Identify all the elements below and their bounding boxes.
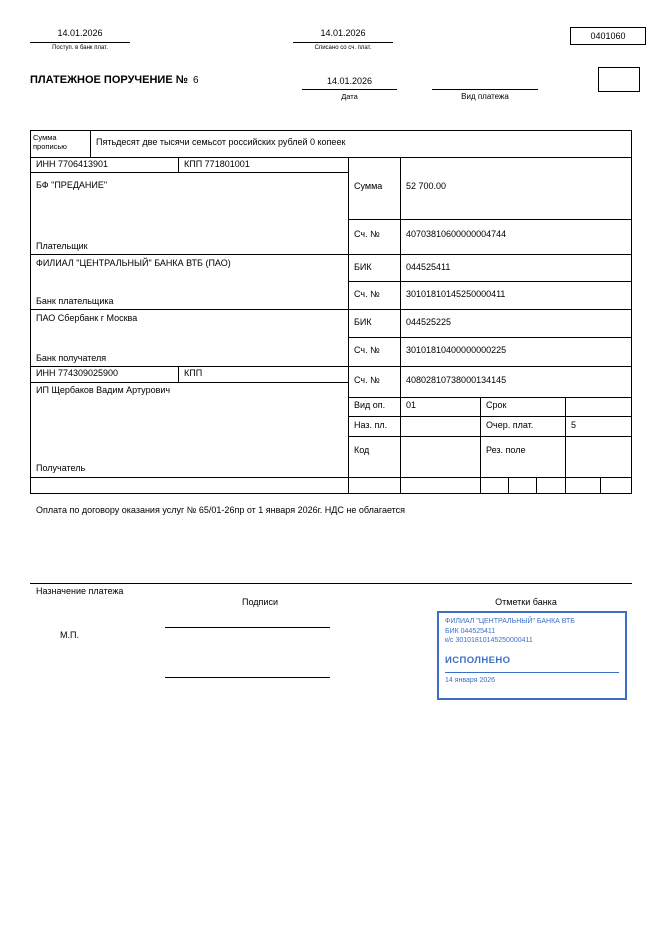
doc-date: 14.01.2026 bbox=[326, 76, 373, 86]
table-hline bbox=[30, 130, 632, 131]
payer-bank-name: ФИЛИАЛ "ЦЕНТРАЛЬНЫЙ" БАНКА ВТБ (ПАО) bbox=[36, 258, 231, 268]
stamp-bank-name: ФИЛИАЛ "ЦЕНТРАЛЬНЫЙ" БАНКА ВТБ bbox=[445, 618, 575, 625]
table-vline bbox=[631, 130, 632, 494]
payer-label: Плательщик bbox=[36, 241, 88, 251]
table-hline bbox=[348, 281, 632, 282]
doc-date-line bbox=[302, 89, 397, 90]
term-label: Срок bbox=[486, 400, 507, 410]
table-vline bbox=[348, 157, 349, 494]
debited-date-line bbox=[293, 42, 393, 43]
bank-stamp bbox=[437, 611, 627, 700]
payer-bank-label: Банк плательщика bbox=[36, 296, 114, 306]
payee-label: Получатель bbox=[36, 463, 86, 473]
table-hline bbox=[348, 219, 632, 220]
doc-number: 6 bbox=[192, 75, 199, 86]
debited-date: 14.01.2026 bbox=[320, 28, 366, 38]
payer-account: 40703810600000004744 bbox=[406, 229, 507, 239]
priority-label: Очер. плат. bbox=[486, 420, 534, 430]
payee-account-label: Сч. № bbox=[354, 375, 380, 385]
form-code: 0401060 bbox=[590, 31, 626, 41]
stamp-corr-account: к/с 30101810145250000411 bbox=[445, 637, 533, 644]
payee-account: 40802810738000134145 bbox=[406, 375, 507, 385]
payer-kpp: КПП 771801001 bbox=[184, 159, 250, 169]
stamp-place-label: М.П. bbox=[60, 630, 79, 640]
table-hline bbox=[348, 416, 632, 417]
table-hline bbox=[30, 172, 348, 173]
purpose-text: Оплата по договору оказания услуг № 65/01-26пр от 1 января 2026г. НДС не облагается bbox=[36, 505, 406, 515]
amount-label: Сумма bbox=[354, 181, 383, 191]
table-vline bbox=[536, 477, 537, 494]
stamp-date: 14 января 2026 bbox=[445, 672, 619, 685]
payee-bank-bik: 044525225 bbox=[406, 317, 452, 327]
payer-inn: ИНН 7706413901 bbox=[36, 159, 109, 169]
payee-bank-bik-label: БИК bbox=[354, 317, 372, 327]
reserve-field-label: Рез. поле bbox=[486, 445, 526, 455]
table-hline bbox=[348, 397, 632, 398]
payee-bank-account-label: Сч. № bbox=[354, 345, 380, 355]
table-hline bbox=[30, 309, 632, 310]
received-date: 14.01.2026 bbox=[57, 28, 103, 38]
table-hline bbox=[30, 477, 632, 478]
table-hline bbox=[30, 493, 632, 494]
payer-name: БФ "ПРЕДАНИЕ" bbox=[36, 180, 108, 190]
table-hline bbox=[30, 382, 348, 383]
payment-type-label: Вид платежа bbox=[461, 92, 509, 101]
table-hline bbox=[30, 366, 632, 367]
table-vline bbox=[90, 130, 91, 157]
table-vline bbox=[480, 397, 481, 494]
amount-words: Пятьдесят две тысячи семьсот российских рублей 0 копеек bbox=[96, 137, 346, 147]
table-hline bbox=[348, 436, 632, 437]
table-hline bbox=[30, 254, 632, 255]
table-vline bbox=[30, 130, 31, 494]
purpose-label: Назначение платежа bbox=[36, 586, 124, 596]
table-vline bbox=[600, 477, 601, 494]
payment-type-line bbox=[432, 89, 538, 90]
purpose-line bbox=[30, 583, 632, 584]
doc-date-label: Дата bbox=[341, 92, 358, 101]
table-vline bbox=[178, 366, 179, 382]
payee-inn: ИНН 774309025900 bbox=[36, 368, 119, 378]
debited-date-label: Списано со сч. плат. bbox=[314, 45, 372, 51]
payer-bank-account: 30101810145250000411 bbox=[406, 289, 506, 299]
signature-line-1 bbox=[165, 627, 330, 628]
amount-words-label: Сумма прописью bbox=[33, 133, 67, 151]
received-date-line bbox=[30, 42, 130, 43]
payee-bank-account: 30101810400000000225 bbox=[406, 345, 507, 355]
table-vline bbox=[400, 157, 401, 494]
op-type-label: Вид оп. bbox=[354, 400, 386, 410]
payer-bank-bik: 044525411 bbox=[406, 262, 451, 272]
payee-name: ИП Щербаков Вадим Артурович bbox=[36, 385, 171, 395]
signatures-label: Подписи bbox=[242, 597, 278, 607]
doc-title bbox=[30, 74, 199, 87]
bank-marks-label: Отметки банка bbox=[495, 597, 557, 607]
payment-type-box bbox=[598, 67, 640, 92]
signature-line-2 bbox=[165, 677, 330, 678]
form-code-box bbox=[570, 27, 646, 45]
table-vline bbox=[178, 157, 179, 172]
table-vline bbox=[565, 397, 566, 494]
payee-bank-name: ПАО Сбербанк г Москва bbox=[36, 313, 138, 323]
stamp-bik: БИК 044525411 bbox=[445, 627, 496, 635]
stamp-status: ИСПОЛНЕНО bbox=[445, 654, 511, 666]
payer-bank-bik-label: БИК bbox=[354, 262, 372, 272]
purpose-code-label: Наз. пл. bbox=[354, 420, 388, 430]
payer-account-label: Сч. № bbox=[354, 229, 380, 239]
payer-bank-account-label: Сч. № bbox=[354, 289, 380, 299]
op-type-value: 01 bbox=[406, 400, 417, 410]
doc-title-text: ПЛАТЕЖНОЕ ПОРУЧЕНИЕ № bbox=[30, 74, 188, 86]
priority-value: 5 bbox=[571, 420, 577, 430]
payee-kpp-label: КПП bbox=[184, 368, 203, 378]
table-vline bbox=[508, 477, 509, 494]
table-hline bbox=[348, 337, 632, 338]
amount-value: 52 700.00 bbox=[406, 181, 447, 191]
payee-bank-label: Банк получателя bbox=[36, 353, 107, 363]
code-label: Код bbox=[354, 445, 370, 455]
table-hline bbox=[30, 157, 632, 158]
received-date-label: Поступ. в банк плат. bbox=[52, 45, 108, 51]
